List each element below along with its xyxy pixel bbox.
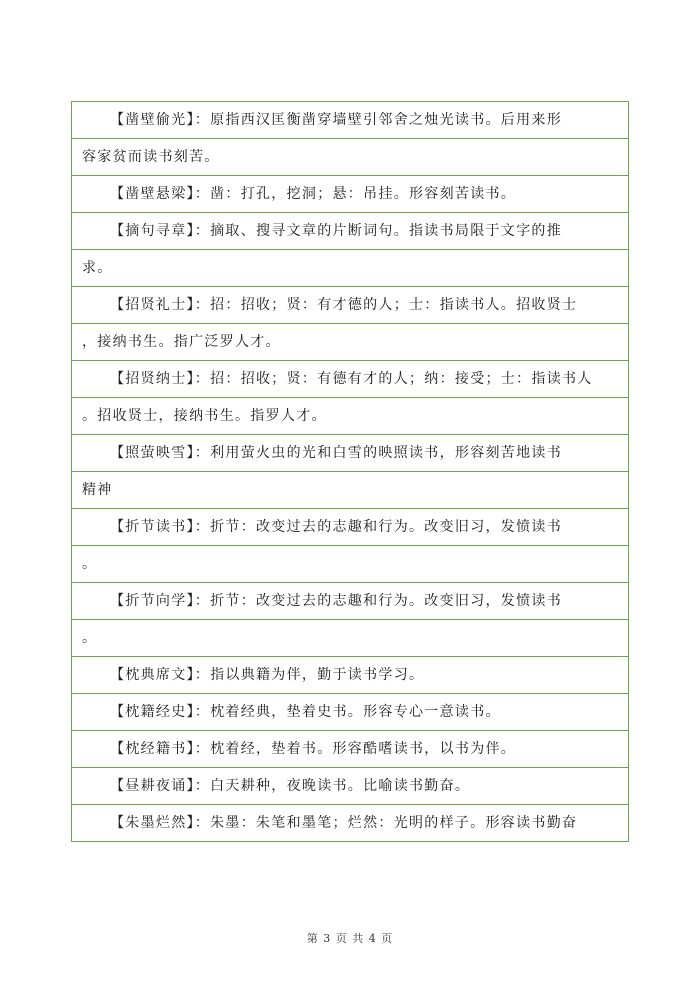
entry-10-line-1: 【枕籍经史】：枕着经典，垫着史书。形容专心一意读书。 [72, 694, 628, 731]
idiom-table [71, 101, 629, 842]
entry-6-line-2: 精神 [72, 472, 628, 509]
entry-1-line-2: 容家贫而读书刻苦。 [72, 139, 628, 176]
entry-5-line-1: 【招贤纳士】：招：招收；贤：有德有才的人；纳：接受；士：指读书人 [72, 361, 628, 398]
entry-5-line-2: 。招收贤士，接纳书生。指罗人才。 [72, 398, 628, 435]
entry-8-line-1: 【折节向学】：折节：改变过去的志趣和行为。改变旧习，发愤读书 [72, 583, 628, 620]
entry-9-line-1: 【枕典席文】：指以典籍为伴，勤于读书学习。 [72, 657, 628, 694]
entry-4-line-2: ，接纳书生。指广泛罗人才。 [72, 324, 628, 361]
entry-4-line-1: 【招贤礼士】：招：招收；贤：有才德的人；士：指读书人。招收贤士 [72, 287, 628, 324]
entry-2-line-1: 【凿壁悬梁】：凿：打孔，挖洞；悬：吊挂。形容刻苦读书。 [72, 176, 628, 213]
entry-7-line-2: 。 [72, 546, 628, 583]
page-number-footer: 第 3 页 共 4 页 [306, 932, 394, 945]
entry-7-line-1: 【折节读书】：折节：改变过去的志趣和行为。改变旧习，发愤读书 [72, 509, 628, 546]
entry-3-line-1: 【摘句寻章】：摘取、搜寻文章的片断词句。指读书局限于文字的推 [72, 213, 628, 250]
entry-8-line-2: 。 [72, 620, 628, 657]
entry-13-line-1: 【朱墨烂然】：朱墨：朱笔和墨笔；烂然：光明的样子。形容读书勤奋 [72, 805, 628, 842]
entry-3-line-2: 求。 [72, 250, 628, 287]
entry-1-line-1: 【凿壁偷光】：原指西汉匡衡凿穿墙壁引邻舍之烛光读书。后用来形 [72, 102, 628, 139]
entry-6-line-1: 【照萤映雪】：利用萤火虫的光和白雪的映照读书，形容刻苦地读书 [72, 435, 628, 472]
entry-11-line-1: 【枕经籍书】：枕着经，垫着书。形容酷嗜读书，以书为伴。 [72, 731, 628, 768]
entry-12-line-1: 【昼耕夜诵】：白天耕种，夜晚读书。比喻读书勤奋。 [72, 768, 628, 805]
